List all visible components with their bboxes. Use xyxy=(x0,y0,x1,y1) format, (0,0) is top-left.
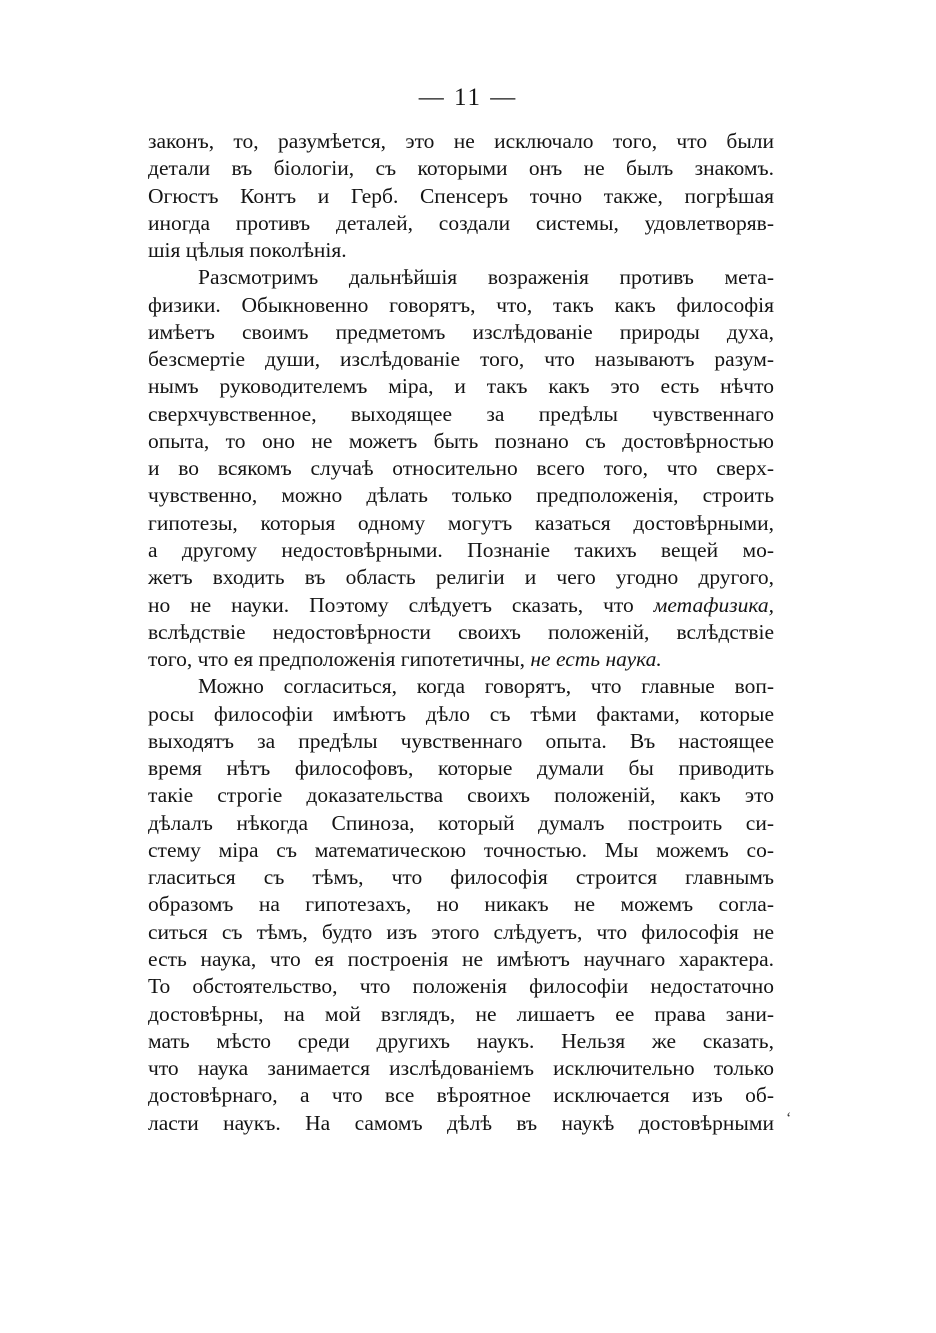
text-line-with-italic xyxy=(148,646,774,673)
text-line: имѣетъ своимъ предметомъ изслѣдованіе природы духа, xyxy=(148,319,774,344)
text-line: мать мѣсто среди другихъ наукъ. Нельзя же сказать, xyxy=(148,1028,774,1053)
italic-term: метафизика, xyxy=(653,592,774,617)
text-line: такіе строгіе доказательства своихъ положеній, какъ это xyxy=(148,783,774,808)
italic-term: не есть наука. xyxy=(530,647,662,672)
text-line: То обстоятельство, что положенія философіи недостаточно xyxy=(148,974,774,999)
text-line: ласти наукъ. На самомъ дѣлѣ въ наукѣ достовѣрными xyxy=(148,1110,774,1135)
text-line: и во всякомъ случаѣ относительно всего того, что сверх- xyxy=(148,456,774,481)
body-text xyxy=(148,128,774,1137)
text-line: время нѣтъ философовъ, которые думали бы приводить xyxy=(148,756,774,781)
text-line: достовѣрны, на мой взглядъ, не лишаетъ ее права зани- xyxy=(148,1001,774,1026)
text-line: гипотезы, которыя одному могутъ казаться достовѣрными, xyxy=(148,510,774,535)
text-line: детали въ біологіи, съ которыми онъ не былъ знакомъ. xyxy=(148,156,774,181)
text-segment: того, что ея предположенія гипотетичны, xyxy=(148,647,526,672)
text-line: образомъ на гипотезахъ, но никакъ не можемъ согла- xyxy=(148,892,774,917)
text-line: Разсмотримъ дальнѣйшія возраженія противъ мета- xyxy=(198,265,774,290)
text-line: есть наука, что ея построенія не имѣютъ научнаго характера. xyxy=(148,946,774,971)
page-number: — 11 — xyxy=(418,84,518,111)
text-line: шія цѣлыя поколѣнія. xyxy=(148,238,347,263)
text-segment: но не науки. Поэтому слѣдуетъ сказать, что xyxy=(148,592,634,617)
text-line: безсмертіе души, изслѣдованіе того, что называютъ разум- xyxy=(148,347,774,372)
text-line: вслѣдствіе недостовѣрности своихъ положеній, вслѣдствіе xyxy=(148,619,774,644)
text-line: достовѣрнаго, а что все вѣроятное исключается изъ об- xyxy=(148,1083,774,1108)
text-line: росы философіи имѣютъ дѣло съ тѣми фактами, которые xyxy=(148,701,774,726)
text-line: ситься съ тѣмъ, будто изъ этого слѣдуетъ, что философія не xyxy=(148,919,774,944)
margin-mark: ‘ xyxy=(786,1110,792,1127)
text-line: Можно согласиться, когда говорятъ, что главные воп- xyxy=(198,674,774,699)
text-line: а другому недостовѣрными. Познаніе такихъ вещей мо- xyxy=(148,537,774,562)
text-line: гласиться съ тѣмъ, что философія строится главнымъ xyxy=(148,865,774,890)
text-line: жетъ входить въ область религіи и чего угодно другого, xyxy=(148,565,774,590)
text-line: иногда противъ деталей, создали системы, удовлетворяв- xyxy=(148,210,774,235)
text-line: сверхчувственное, выходящее за предѣлы чувственнаго xyxy=(148,401,774,426)
text-line: дѣлалъ нѣкогда Спиноза, который думалъ построить си- xyxy=(148,810,774,835)
text-line: выходятъ за предѣлы чувственнаго опыта. Въ настоящее xyxy=(148,728,774,753)
text-line: чувственно, можно дѣлать только предположенія, строить xyxy=(148,483,774,508)
text-line-with-italic xyxy=(148,592,774,619)
text-line: нымъ руководителемъ міра, и такъ какъ это есть нѣчто xyxy=(148,374,774,399)
text-line: законъ, то, разумѣется, это не исключало того, что были xyxy=(148,129,774,153)
text-line: опыта, то оно не можетъ быть познано съ достовѣрностью xyxy=(148,428,774,453)
text-line: Огюстъ Контъ и Герб. Спенсеръ точно также, погрѣшая xyxy=(148,183,774,208)
text-line: стему міра съ математическою точностью. Мы можемъ со- xyxy=(148,837,774,862)
text-line: что наука занимается изслѣдованіемъ исключительно только xyxy=(148,1056,774,1081)
text-line: физики. Обыкновенно говорятъ, что, такъ какъ философія xyxy=(148,292,774,317)
